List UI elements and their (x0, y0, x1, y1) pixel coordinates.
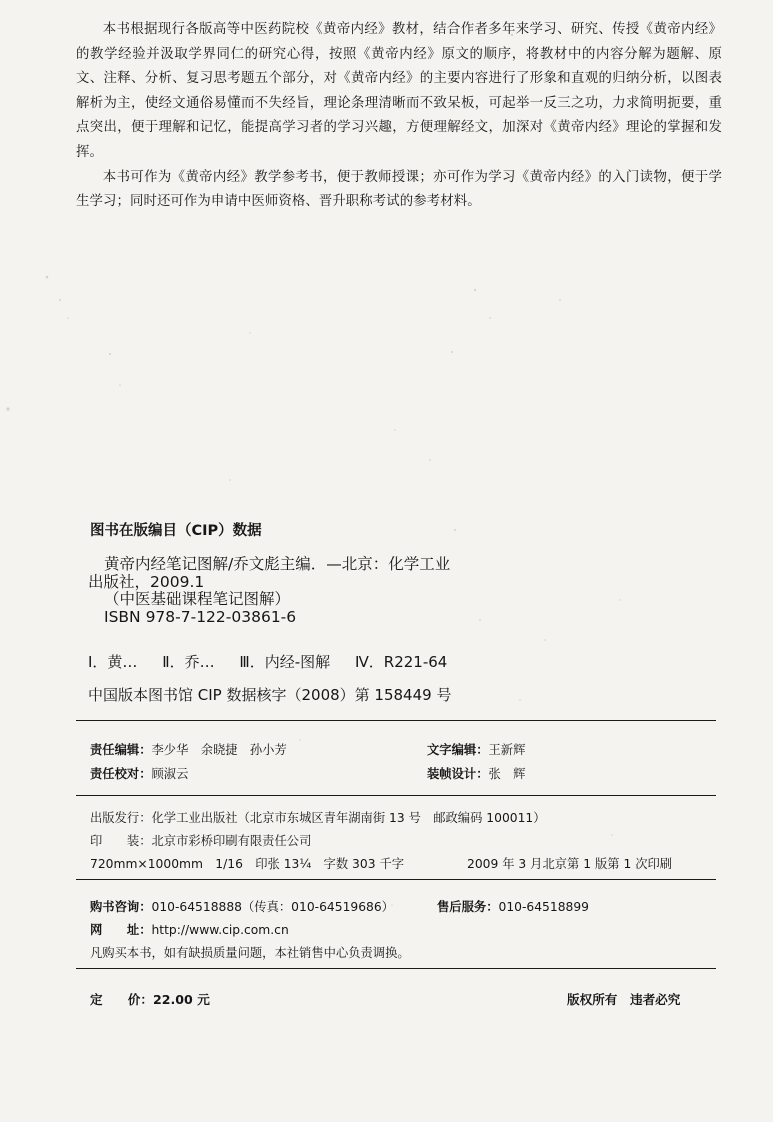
cip-title-line: 黄帝内经笔记图解/乔文彪主编．—北京：化学工业 (104, 555, 451, 573)
divider (76, 720, 716, 721)
printer-row (90, 831, 311, 849)
cip-publisher-line: 出版社，2009.1 (88, 572, 205, 591)
designer-row (427, 764, 525, 782)
website-url: http://www.cip.com.cn (151, 923, 289, 937)
text-editor-label: 文字编辑： (427, 743, 489, 757)
designer: 张 辉 (488, 767, 526, 781)
printer: 北京市彩桥印刷有限责任公司 (151, 834, 312, 848)
responsible-editors-row (90, 740, 287, 758)
aftersales-label: 售后服务： (437, 900, 499, 914)
text-editor-row (427, 740, 525, 758)
website-label: 网 址： (90, 923, 152, 937)
aftersales-phone: 010-64518899 (498, 900, 589, 914)
publisher-label: 出版发行： (90, 811, 152, 825)
cip-isbn-line: ISBN 978-7-122-03861-6 (104, 607, 297, 626)
inquiry-row (90, 897, 394, 915)
cip-record-number: 中国版本图书馆 CIP 数据核字（2008）第 158449 号 (88, 686, 452, 704)
price-label: 定 价： (90, 992, 153, 1007)
cip-classification (88, 651, 467, 672)
responsible-editor-label: 责任编辑： (90, 743, 152, 757)
divider (76, 795, 716, 796)
description-paragraph-1: 本书根据现行各版高等中医药院校《黄帝内经》教材，结合作者多年来学习、研究、传授《黄帝内经》的教学经验并汲取学界同仁的研究心得，按照《黄帝内经》原文的顺序，将教材中的内容分解为题解、原文、注释、分析、复习思考题五个部分，对《黄帝内经》的主要内容进行了形象和直观的归纳分析，以图表解析为主，使经文通俗易懂而不失经旨，理论条理清晰而不致呆板，可起举一反三之功，力求简明扼要，重点突出，便于理解和记忆，能提高学习者的学习兴趣，方便理解经文，加深对《黄帝内经》理论的掌握和发挥。 (76, 22, 722, 160)
description-paragraph-2: 本书可作为《黄帝内经》教学参考书，便于教师授课；亦可作为学习《黄帝内经》的入门读物，便于学生学习；同时还可作为申请中医师资格、晋升职称考试的参考材料。 (76, 169, 722, 210)
publisher: 化学工业出版社（北京市东城区青年湖南街 13 号 邮政编码 100011） (151, 811, 546, 825)
copyright-notice: 版权所有 违者必究 (567, 992, 681, 1007)
format-row (90, 854, 404, 872)
cip-series-line: （中医基础课程笔记图解） (104, 590, 291, 608)
proofreader-label: 责任校对： (90, 767, 152, 781)
cip-record (88, 556, 508, 626)
inquiry-label: 购书咨询： (90, 900, 152, 914)
proofreader: 顾淑云 (151, 767, 189, 781)
exchange-notice (90, 943, 410, 961)
aftersales-row (437, 897, 589, 915)
edition-row (467, 854, 672, 872)
publisher-row (90, 808, 546, 826)
classification-item: Ⅰ．黄… (88, 653, 138, 671)
inquiry-phone: 010-64518888（传真：010-64519686） (151, 900, 394, 914)
price-row (90, 989, 210, 1008)
divider (76, 879, 716, 880)
classification-item: Ⅳ．R221-64 (354, 653, 448, 671)
proofreader-row (90, 764, 188, 782)
divider (76, 968, 716, 969)
printer-label: 印 装： (90, 834, 152, 848)
book-description (76, 18, 722, 215)
edition-details: 2009 年 3 月北京第 1 版第 1 次印刷 (467, 857, 673, 871)
cip-heading: 图书在版编目（CIP）数据 (90, 523, 262, 539)
exchange-notice-text: 凡购买本书，如有缺损质量问题，本社销售中心负责调换。 (90, 946, 410, 960)
classification-item: Ⅱ．乔… (162, 653, 215, 671)
designer-label: 装帧设计： (427, 767, 489, 781)
website-row (90, 920, 289, 938)
price-value: 22.00 元 (152, 992, 210, 1007)
format-details: 720mm×1000mm 1/16 印张 13¼ 字数 303 千字 (90, 857, 405, 871)
text-editor: 王新辉 (488, 743, 526, 757)
classification-item: Ⅲ．内经-图解 (239, 653, 331, 671)
responsible-editors: 李少华 余晓捷 孙小芳 (151, 743, 287, 757)
